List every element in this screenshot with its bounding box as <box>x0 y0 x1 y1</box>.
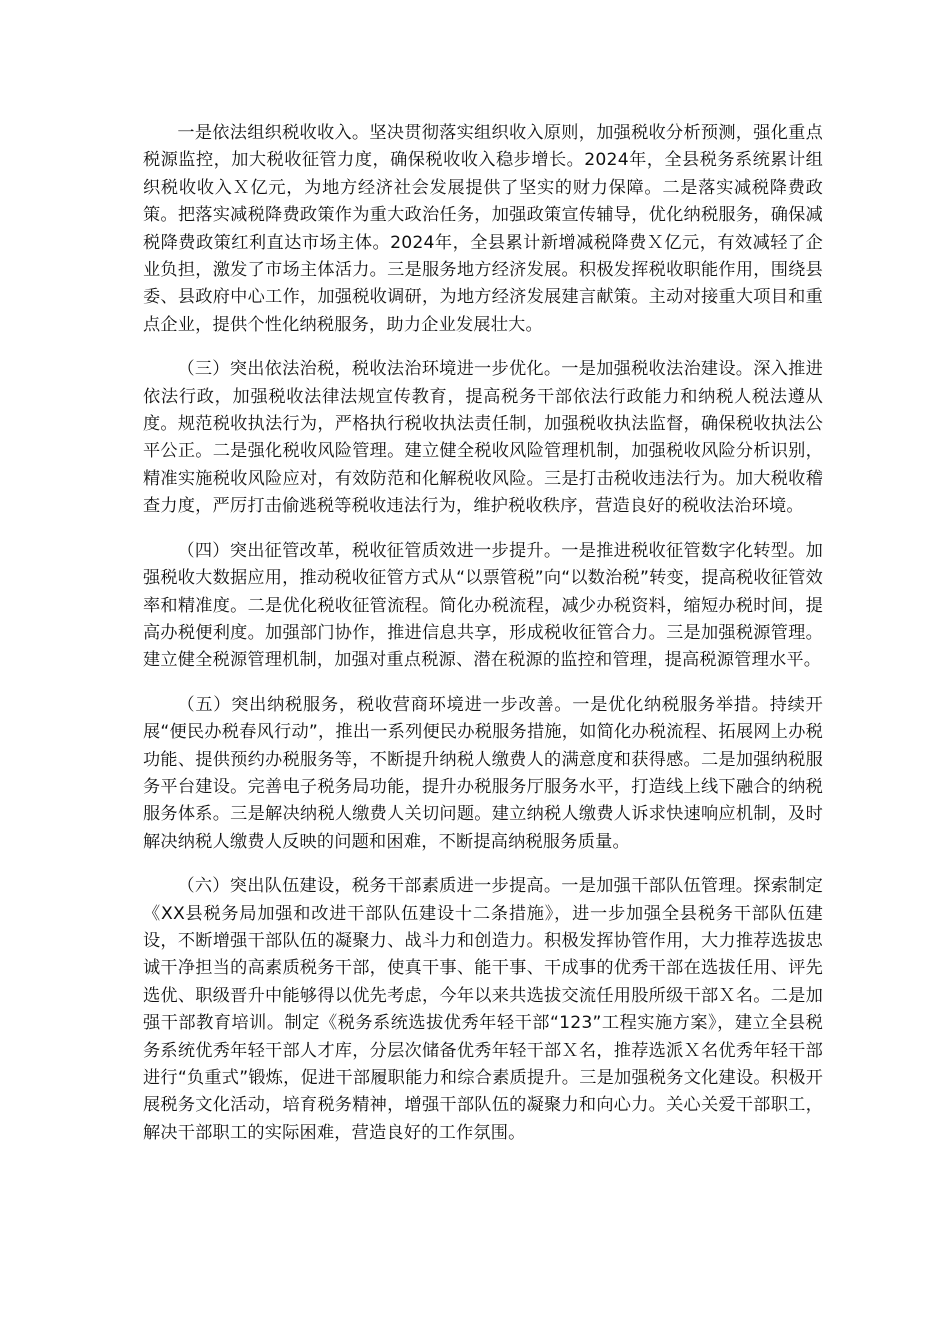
paragraph-team-building: （六）突出队伍建设，税务干部素质进一步提高。一是加强干部队伍管理。探索制定《XX县税务局加强和改进干部队伍建设十二条措施》，进一步加强全县税务干部队伍建设，不断增强干部队伍的凝聚力、战斗力和创造力。积极发挥协管作用，大力推荐选拔忠诚干净担当的高素质税务干部，使真干事、能干事、干成事的优秀干部在选拔任用、评先选优、职级晋升中能够得以优先考虑，今年以来共选拔交流任用股所级干部Ｘ名。二是加强干部教育培训。制定《税务系统选拔优秀年轻干部“123”工程实施方案》，建立全县税务系统优秀年轻干部人才库，分层次储备优秀年轻干部Ｘ名，推荐选派Ｘ名优秀年轻干部进行“负重式”锻炼，促进干部履职能力和综合素质提升。三是加强税务文化建设。积极开展税务文化活动，培育税务精神，增强干部队伍的凝聚力和向心力。关心关爱干部职工，解决干部职工的实际困难，营造良好的工作氛围。 <box>143 876 823 1143</box>
document-body <box>143 120 823 1164</box>
paragraph-collection-reform: （四）突出征管改革，税收征管质效进一步提升。一是推进税收征管数字化转型。加强税收大数据应用，推动税收征管方式从“以票管税”向“以数治税”转变，提高税收征管效率和精准度。二是优化税收征管流程。简化办税流程，减少办税资料，缩短办税时间，提高办税便利度。加强部门协作，推进信息共享，形成税收征管合力。三是加强税源管理。建立健全税源管理机制，加强对重点税源、潜在税源的监控和管理，提高税源管理水平。 <box>143 540 823 671</box>
paragraph-rule-of-law: （三）突出依法治税，税收法治环境进一步优化。一是加强税收法治建设。深入推进依法行政，加强税收法律法规宣传教育，提高税务干部依法行政能力和纳税人税法遵从度。规范税收执法行为，严格执行税收执法责任制，加强税收执法监督，确保税收执法公平公正。二是强化税收风险管理。建立健全税收风险管理机制，加强税收风险分析识别，精准实施税收风险应对，有效防范和化解税收风险。三是打击税收违法行为。加大税收稽查力度，严厉打击偷逃税等税收违法行为，维护税收秩序，营造良好的税收法治环境。 <box>143 359 823 517</box>
paragraph-tax-service: （五）突出纳税服务，税收营商环境进一步改善。一是优化纳税服务举措。持续开展“便民办税春风行动”，推出一系列便民办税服务措施，如简化办税流程、拓展网上办税功能、提供预约办税服务等，不断提升纳税人缴费人的满意度和获得感。二是加强纳税服务平台建设。完善电子税务局功能，提升办税服务厅服务水平，打造线上线下融合的纳税服务体系。三是解决纳税人缴费人关切问题。建立纳税人缴费人诉求快速响应机制，及时解决纳税人缴费人反映的问题和困难，不断提高纳税服务质量。 <box>143 694 823 852</box>
paragraph-tax-revenue: 一是依法组织税收收入。坚决贯彻落实组织收入原则，加强税收分析预测，强化重点税源监控，加大税收征管力度，确保税收收入稳步增长。2024年，全县税务系统累计组织税收收入Ｘ亿元，为地方经济社会发展提供了坚实的财力保障。二是落实减税降费政策。把落实减税降费政策作为重大政治任务，加强政策宣传辅导，优化纳税服务，确保减税降费政策红利直达市场主体。2024年，全县累计新增减税降费Ｘ亿元，有效减轻了企业负担，激发了市场主体活力。三是服务地方经济发展。积极发挥税收职能作用，围绕县委、县政府中心工作，加强税收调研，为地方经济发展建言献策。主动对接重大项目和重点企业，提供个性化纳税服务，助力企业发展壮大。 <box>143 123 823 335</box>
